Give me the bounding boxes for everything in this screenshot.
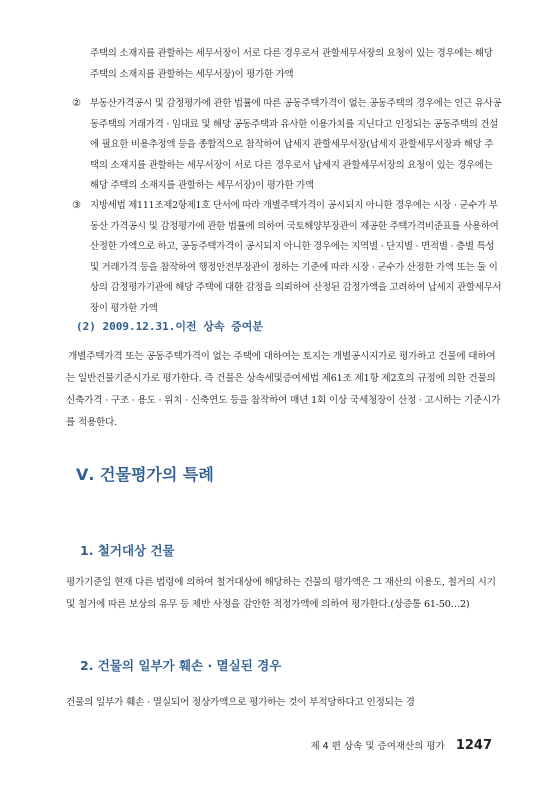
heading-1: 1. 철거대상 건물 <box>80 543 175 558</box>
page-number: 1247 <box>455 738 492 753</box>
item-text: 지방세법 제111조제2항제1호 단서에 따라 개별주택가격이 공시되지 아니한 경우에는 시장 · 군수가 부동산 가격공시 및 감정평가에 관한 법률에 의하여 국토해양부장관이 제공한 주택가격비준표를 사용하여 산정한 가액으로 하고, 공동주택가격이 공시되지 아니한 경우에는 지역별 · 단지별 · 면적별 · 층별 특성 및 거래가격 등을 참작하여 행정안전부장관이 정하는 기준에 따라 시장 · 군수가 산정한 가액 또는 둘 이상의 감정평가기관에 해당 주택에 대한 감정을 의뢰하여 산정된 감정가액을 고려하여 납세지 관할세무서장이 평가한 가액 <box>90 200 502 314</box>
paragraph-1: 개별주택가격 또는 공동주택가격이 없는 주택에 대하여는 토지는 개별공시지가로 평가하고 건물에 대하여는 일반건물기준시가로 평가한다. 즉 건물은 상속세및증여세법 제61조 제1항 제2호의 규정에 의한 건물의 신축가격 · 구조 · 용도 · 위치 · 신축연도 등을 참작하여 매년 1회 이상 국세청장이 산정 · 고시하는 기준시가를 적용한다. <box>66 351 501 428</box>
item-text: 부동산가격공시 및 감정평가에 관한 법률에 따른 공동주택가격이 없는 공동주택의 경우에는 인근 유사공동주택의 거래가격 · 임대료 및 해당 공동주택과 유사한 이용가치를 지닌다고 인정되는 공동주택의 건설에 필요한 비용추정액 등을 종합적으로 참작하여 납세지 관할세무서장(납세지 관할세무서장과 해당 주택의 소재지를 관할하는 세무서장이 서로 다른 경우로서 납세지 관할세무서장의 요청이 있는 경우에는 해당 주택의 소재지를 관할하는 세무서장)이 평가한 가액 <box>90 98 502 191</box>
item-marker: ② <box>72 98 81 109</box>
footer-label: 제 4 편 상속 및 증여재산의 평가 <box>310 741 445 752</box>
heading-2: 2. 건물의 일부가 훼손 · 멸실된 경우 <box>80 658 282 673</box>
subheading: (2) 2009.12.31.이전 상속 증여분 <box>76 320 263 333</box>
item-marker: ③ <box>72 200 81 211</box>
list-item-2 <box>72 94 502 197</box>
page-footer <box>310 738 492 753</box>
section-title: Ⅴ. 건물평가의 특례 <box>76 465 214 484</box>
list-item-3 <box>72 196 502 319</box>
paragraph-3: 건물의 일부가 훼손 · 멸실되어 정상가액으로 평가하는 것이 부적당하다고 인정되는 경 <box>66 697 415 708</box>
continuation-text: 주택의 소재지를 관할하는 세무서장이 서로 다른 경우로서 관할세무서장의 요청이 있는 경우에는 해당 주택의 소재지를 관할하는 세무서장)이 평가한 가액 <box>90 48 493 80</box>
paragraph-2: 평가기준일 현재 다른 법령에 의하여 철거대상에 해당하는 건물의 평가액은 그 재산의 이용도, 철거의 시기 및 철거에 따른 보상의 유무 등 제반 사정을 감안한 적정가액에 의하여 평가한다.(상증통 61-50…2) <box>66 577 496 610</box>
